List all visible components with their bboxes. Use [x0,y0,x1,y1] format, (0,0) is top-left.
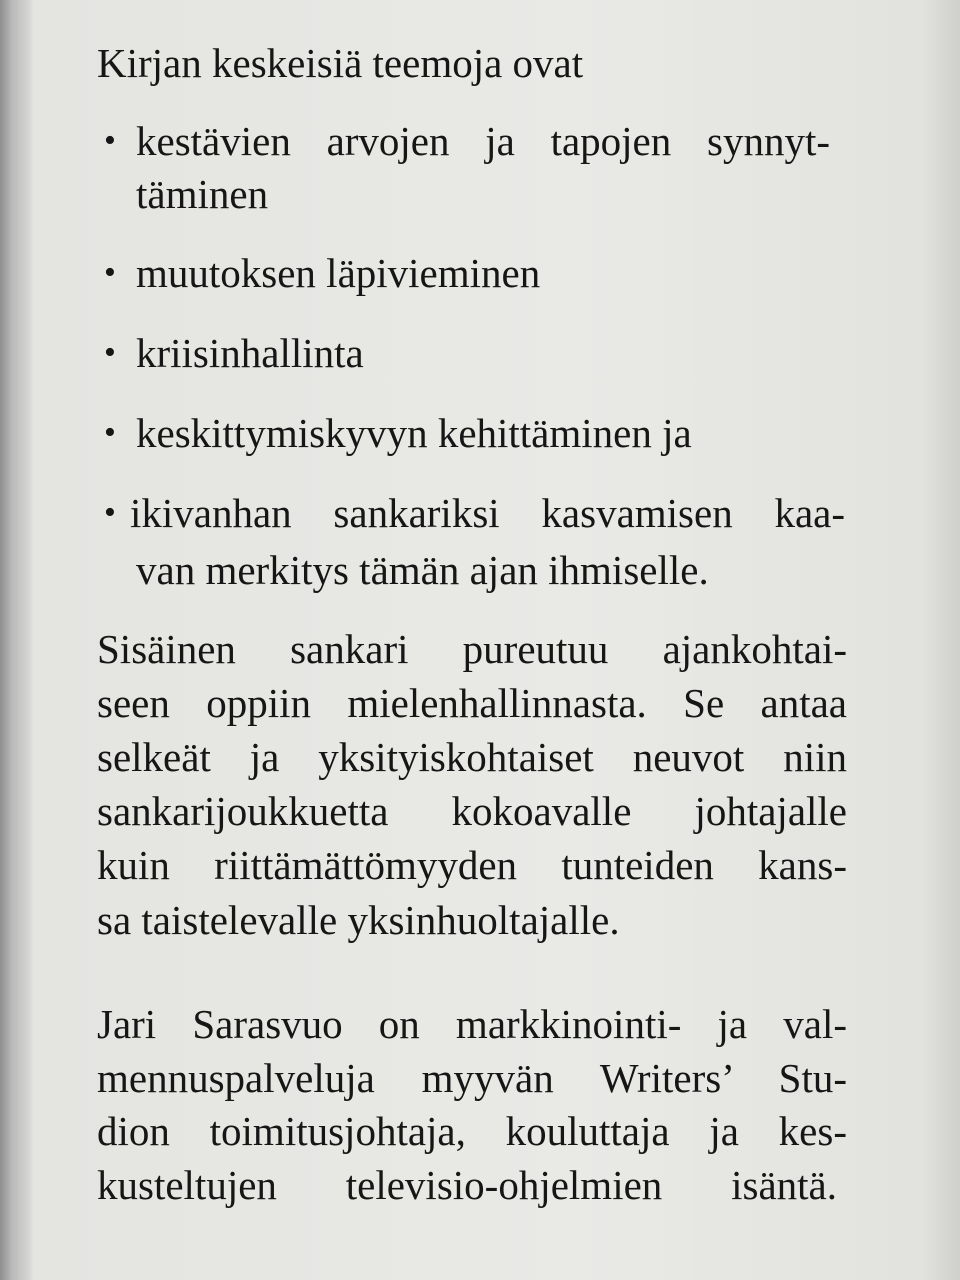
paragraph-line: selkeät ja yksityiskohtaiset neuvot niin [97,734,847,780]
paragraph-line: Jari Sarasvuo on markkinointi- ja val- [97,1001,847,1047]
list-item-line: keskittymiskyvyn kehittäminen ja [136,410,692,456]
list-item-line: kestävien arvojen ja tapojen synnyt- [136,118,830,164]
bullet-icon: • [104,254,116,291]
bullet-icon: • [104,122,116,159]
paragraph-line: dion toimitusjohtaja, kouluttaja ja kes- [97,1108,847,1154]
bullet-icon: • [104,334,116,371]
paragraph-line: Sisäinen sankari pureutuu ajankohtai- [97,626,847,672]
paragraph-line: sa taistelevalle yksinhuoltajalle. [97,897,620,943]
bullet-icon: • [104,414,116,451]
list-item-line: täminen [136,171,269,217]
paragraph-line: seen oppiin mielenhallinnasta. Se antaa [97,680,847,726]
paragraph-line: mennuspalveluja myyvän Writers’ Stu- [97,1055,847,1101]
list-item-line: van merkitys tämän ajan ihmiselle. [136,547,709,593]
list-item-line: ikivanhan sankariksi kasvamisen kaa- [130,490,845,536]
paragraph-line: kuin riittämättömyyden tunteiden kans- [97,842,847,888]
bullet-icon: • [104,494,116,531]
paragraph-line: sankarijoukkuetta kokoavalle johtajalle [97,788,847,834]
paragraph-line: kusteltujen televisio-ohjelmien isäntä. [97,1162,837,1208]
themes-heading: Kirjan keskeisiä teemoja ovat [97,40,584,86]
list-item-line: muutoksen läpivieminen [136,250,541,296]
list-item-line: kriisinhallinta [136,330,364,376]
